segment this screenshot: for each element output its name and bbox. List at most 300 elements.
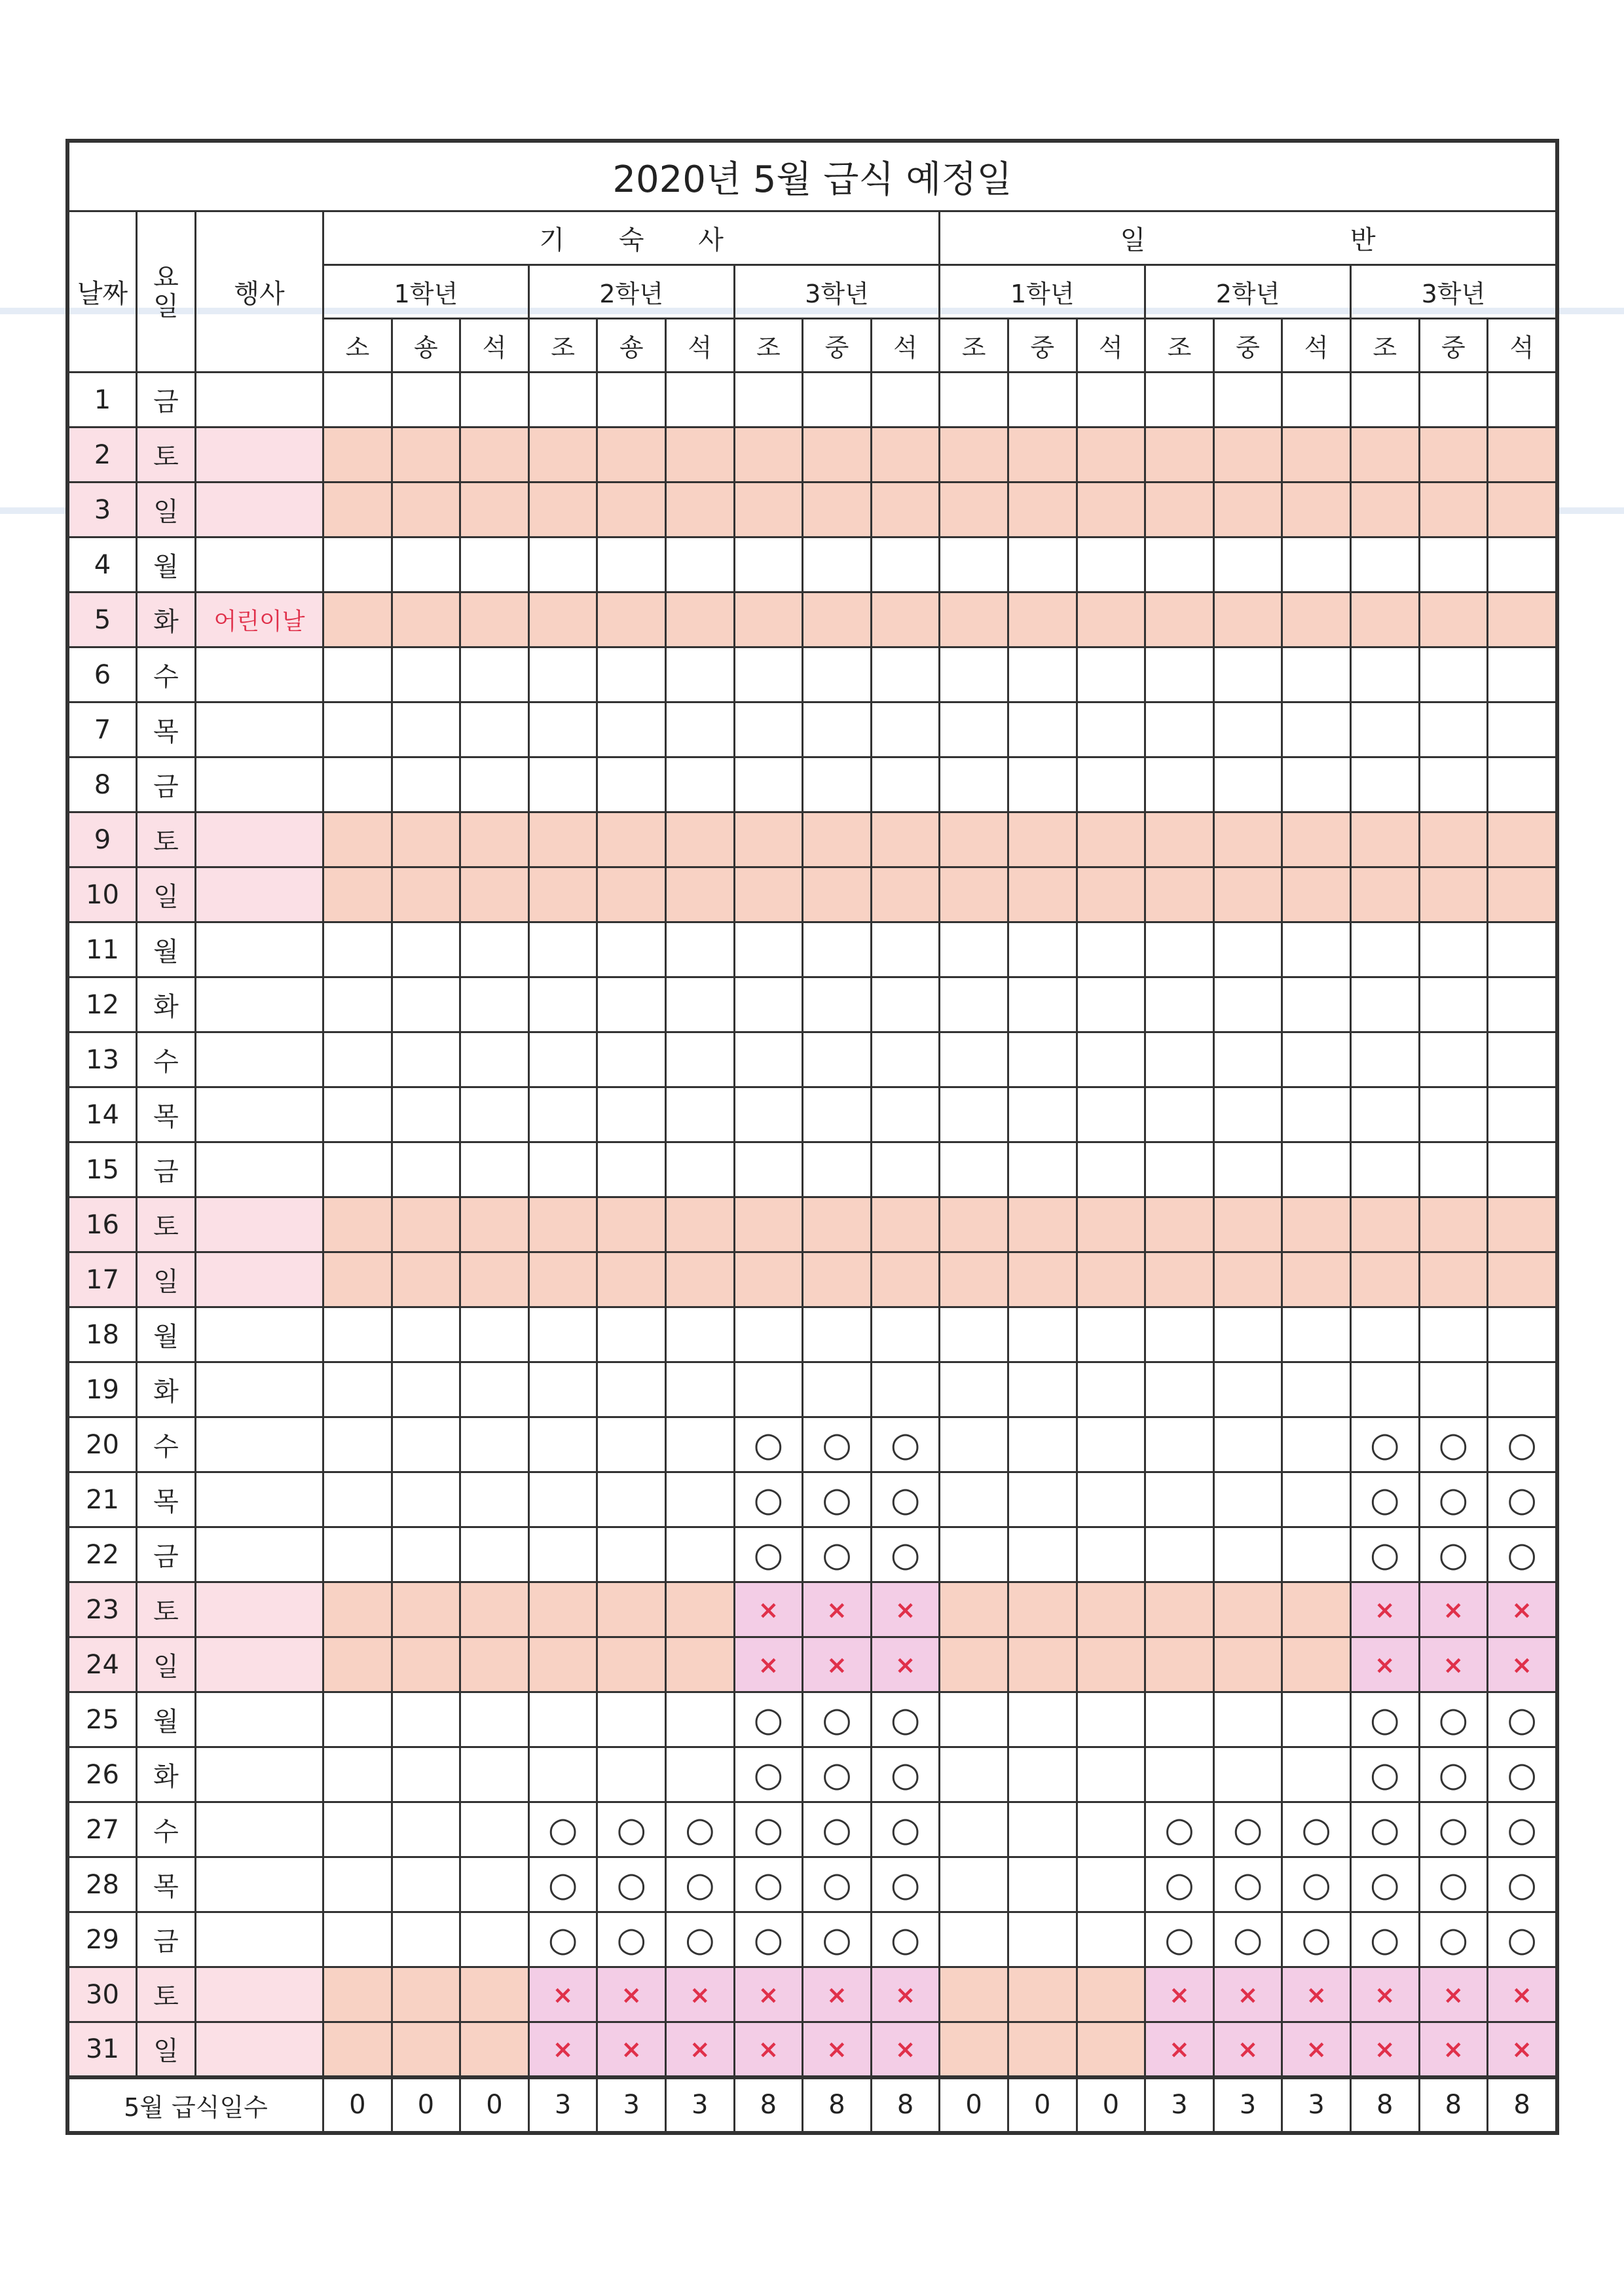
event-cell (196, 1747, 323, 1802)
total-value: 0 (1077, 2077, 1145, 2132)
meal-cell (1213, 373, 1282, 428)
meal-cell (1077, 977, 1145, 1032)
meal-cell (1488, 977, 1557, 1032)
meal-scheduled-mark: ○ (1370, 1920, 1400, 1959)
meal-cell (392, 1252, 460, 1307)
header-meal: 석 (1488, 319, 1557, 373)
meal-scheduled-mark: ○ (1370, 1755, 1400, 1795)
header-meal: 숑 (597, 319, 666, 373)
meal-none-mark: × (1374, 1980, 1395, 2009)
meal-cell (1350, 1362, 1419, 1417)
event-cell (196, 1912, 323, 1967)
header-meal: 소 (323, 319, 392, 373)
meal-cell (1350, 538, 1419, 592)
meal-cell (1488, 1637, 1557, 1692)
meal-cell (392, 373, 460, 428)
weekday-cell: 화 (137, 1747, 196, 1802)
meal-cell (323, 2022, 392, 2077)
meal-cell (1488, 2022, 1557, 2077)
meal-scheduled-mark: ○ (890, 1865, 921, 1904)
date-cell: 18 (69, 1307, 137, 1362)
total-value: 8 (803, 2077, 872, 2132)
meal-cell (803, 483, 872, 538)
event-cell (196, 867, 323, 922)
event-cell (196, 428, 323, 483)
meal-cell (1213, 2022, 1282, 2077)
event-cell (196, 922, 323, 977)
date-cell: 19 (69, 1362, 137, 1417)
meal-cell (1350, 1197, 1419, 1252)
meal-cell (597, 1857, 666, 1912)
meal-cell (1213, 1637, 1282, 1692)
meal-scheduled-mark: ○ (1507, 1480, 1537, 1520)
date-cell: 27 (69, 1802, 137, 1857)
meal-cell (665, 1912, 734, 1967)
header-grade: 1학년 (323, 265, 529, 319)
meal-cell (1282, 1912, 1351, 1967)
meal-cell (1077, 1142, 1145, 1197)
meal-cell (940, 2022, 1008, 2077)
weekday-cell: 수 (137, 647, 196, 702)
meal-cell (597, 1032, 666, 1087)
date-cell: 8 (69, 757, 137, 812)
meal-cell (1145, 1307, 1214, 1362)
meal-cell (597, 428, 666, 483)
meal-cell (734, 1472, 803, 1527)
meal-cell (1419, 1142, 1488, 1197)
meal-scheduled-mark: ○ (1370, 1700, 1400, 1740)
meal-cell (392, 1802, 460, 1857)
meal-cell (1213, 1527, 1282, 1582)
meal-cell (392, 1472, 460, 1527)
meal-cell (1213, 977, 1282, 1032)
event-cell (196, 1417, 323, 1472)
meal-cell (871, 1692, 940, 1747)
meal-cell (1419, 757, 1488, 812)
table-row (69, 1912, 1557, 1967)
table-row (69, 1197, 1557, 1252)
meal-cell (528, 1747, 597, 1802)
meal-cell (597, 1747, 666, 1802)
meal-cell (1077, 1637, 1145, 1692)
meal-cell (1419, 538, 1488, 592)
meal-cell (665, 1142, 734, 1197)
meal-cell (665, 1967, 734, 2022)
date-cell: 1 (69, 373, 137, 428)
meal-cell (1077, 1032, 1145, 1087)
meal-cell (392, 483, 460, 538)
meal-cell (1145, 1142, 1214, 1197)
meal-cell (1008, 1527, 1077, 1582)
meal-cell (1282, 1802, 1351, 1857)
meal-scheduled-mark: ○ (1370, 1535, 1400, 1575)
meal-cell (1350, 483, 1419, 538)
meal-none-mark: × (895, 1595, 916, 1624)
meal-cell (803, 1087, 872, 1142)
weekday-cell: 일 (137, 483, 196, 538)
header-group-dormitory: 기 숙 사 (323, 211, 940, 265)
meal-cell (1419, 1747, 1488, 1802)
meal-cell (323, 1252, 392, 1307)
meal-cell (665, 1527, 734, 1582)
table-row (69, 1692, 1557, 1747)
meal-cell (528, 1802, 597, 1857)
meal-cell (323, 1032, 392, 1087)
meal-cell (392, 2022, 460, 2077)
date-cell: 30 (69, 1967, 137, 2022)
meal-cell (1213, 538, 1282, 592)
meal-cell (1419, 1912, 1488, 1967)
meal-cell (1213, 867, 1282, 922)
meal-scheduled-mark: ○ (1438, 1755, 1468, 1795)
meal-none-mark: × (1306, 1980, 1327, 2009)
meal-cell (1145, 1967, 1214, 2022)
meal-cell (597, 647, 666, 702)
meal-cell (734, 1637, 803, 1692)
event-cell (196, 1307, 323, 1362)
meal-cell (734, 428, 803, 483)
weekday-cell: 월 (137, 1692, 196, 1747)
meal-scheduled-mark: ○ (822, 1865, 852, 1904)
meal-scheduled-mark: ○ (822, 1425, 852, 1465)
table-row (69, 1857, 1557, 1912)
weekday-cell: 월 (137, 1307, 196, 1362)
meal-cell (1213, 1032, 1282, 1087)
meal-cell (803, 922, 872, 977)
meal-cell (1008, 867, 1077, 922)
meal-cell (1488, 1527, 1557, 1582)
meal-cell (597, 867, 666, 922)
meal-scheduled-mark: ○ (1370, 1810, 1400, 1850)
meal-cell (392, 592, 460, 647)
date-cell: 16 (69, 1197, 137, 1252)
meal-cell (528, 592, 597, 647)
header-grade: 2학년 (528, 265, 734, 319)
meal-cell (1213, 1142, 1282, 1197)
total-value: 0 (940, 2077, 1008, 2132)
meal-cell (871, 1087, 940, 1142)
meal-cell (803, 1802, 872, 1857)
meal-cell (460, 1197, 529, 1252)
meal-cell (1077, 538, 1145, 592)
meal-scheduled-mark: ○ (1507, 1755, 1537, 1795)
table-row (69, 1527, 1557, 1582)
meal-scheduled-mark: ○ (1507, 1535, 1537, 1575)
meal-cell (1077, 592, 1145, 647)
meal-cell (528, 702, 597, 757)
meal-cell (323, 702, 392, 757)
meal-cell (665, 1087, 734, 1142)
header-meal: 석 (871, 319, 940, 373)
table-row (69, 1472, 1557, 1527)
meal-cell (1145, 1417, 1214, 1472)
meal-cell (1008, 1307, 1077, 1362)
meal-cell (1213, 483, 1282, 538)
meal-cell (1008, 1692, 1077, 1747)
meal-cell (1077, 1527, 1145, 1582)
meal-cell (528, 1197, 597, 1252)
meal-cell (1488, 812, 1557, 867)
meal-cell (323, 1857, 392, 1912)
meal-cell (392, 757, 460, 812)
header-meal: 중 (1008, 319, 1077, 373)
meal-cell (597, 1307, 666, 1362)
meal-cell (734, 812, 803, 867)
weekday-cell: 수 (137, 1417, 196, 1472)
meal-cell (323, 1417, 392, 1472)
meal-cell (940, 1087, 1008, 1142)
header-meal: 중 (1213, 319, 1282, 373)
table-row (69, 1252, 1557, 1307)
header-grade: 1학년 (940, 265, 1145, 319)
meal-cell (871, 428, 940, 483)
meal-cell (1488, 1417, 1557, 1472)
event-cell (196, 1857, 323, 1912)
header-meal: 조 (734, 319, 803, 373)
meal-cell (1282, 428, 1351, 483)
total-value: 8 (1419, 2077, 1488, 2132)
meal-none-mark: × (1237, 1980, 1259, 2009)
meal-scheduled-mark: ○ (1438, 1865, 1468, 1904)
weekday-cell: 목 (137, 1857, 196, 1912)
meal-cell (871, 922, 940, 977)
meal-cell (323, 757, 392, 812)
meal-cell (803, 757, 872, 812)
meal-cell (1282, 1087, 1351, 1142)
meal-cell (460, 867, 529, 922)
meal-cell (528, 1252, 597, 1307)
weekday-cell: 토 (137, 1197, 196, 1252)
meal-cell (1419, 1032, 1488, 1087)
header-grade: 3학년 (734, 265, 940, 319)
total-value: 0 (323, 2077, 392, 2132)
meal-cell (392, 1032, 460, 1087)
meal-cell (1213, 1197, 1282, 1252)
event-cell (196, 757, 323, 812)
meal-none-mark: × (1511, 1595, 1532, 1624)
event-cell (196, 1582, 323, 1637)
meal-cell (1282, 1197, 1351, 1252)
meal-cell (940, 647, 1008, 702)
total-value: 3 (1145, 2077, 1214, 2132)
meal-cell (1488, 1142, 1557, 1197)
meal-cell (1145, 1637, 1214, 1692)
meal-cell (1008, 757, 1077, 812)
meal-none-mark: × (1374, 1650, 1395, 1679)
meal-cell (1145, 483, 1214, 538)
meal-cell (392, 428, 460, 483)
meal-cell (1282, 483, 1351, 538)
date-cell: 4 (69, 538, 137, 592)
meal-cell (392, 812, 460, 867)
meal-cell (665, 1472, 734, 1527)
meal-cell (1488, 1087, 1557, 1142)
event-cell (196, 702, 323, 757)
meal-cell (1145, 1197, 1214, 1252)
meal-cell (1419, 1857, 1488, 1912)
meal-cell (1145, 1527, 1214, 1582)
meal-cell (323, 1527, 392, 1582)
meal-cell (1213, 812, 1282, 867)
table-row (69, 1582, 1557, 1637)
meal-cell (597, 1417, 666, 1472)
meal-cell (528, 2022, 597, 2077)
meal-cell (1145, 977, 1214, 1032)
meal-cell (940, 592, 1008, 647)
meal-scheduled-mark: ○ (547, 1810, 578, 1850)
meal-cell (1488, 757, 1557, 812)
meal-cell (597, 1472, 666, 1527)
meal-cell (734, 483, 803, 538)
meal-cell (392, 977, 460, 1032)
header-date: 날짜 (69, 211, 137, 373)
meal-cell (460, 2022, 529, 2077)
meal-cell (1213, 1252, 1282, 1307)
meal-cell (1282, 977, 1351, 1032)
meal-cell (460, 1472, 529, 1527)
meal-scheduled-mark: ○ (1164, 1920, 1194, 1959)
total-value: 8 (871, 2077, 940, 2132)
meal-cell (528, 428, 597, 483)
meal-cell (940, 1692, 1008, 1747)
meal-cell (460, 922, 529, 977)
meal-cell (1282, 1582, 1351, 1637)
meal-cell (734, 702, 803, 757)
meal-cell (940, 1307, 1008, 1362)
meal-scheduled-mark: ○ (822, 1700, 852, 1740)
date-cell: 17 (69, 1252, 137, 1307)
meal-scheduled-mark: ○ (685, 1920, 715, 1959)
meal-cell (1077, 922, 1145, 977)
meal-cell (1145, 1802, 1214, 1857)
meal-cell (392, 1967, 460, 2022)
event-cell (196, 647, 323, 702)
meal-scheduled-mark: ○ (753, 1810, 784, 1850)
meal-none-mark: × (826, 1595, 847, 1624)
meal-none-mark: × (1374, 1595, 1395, 1624)
meal-cell (460, 1527, 529, 1582)
meal-cell (1419, 1087, 1488, 1142)
meal-cell (460, 538, 529, 592)
meal-cell (1145, 1912, 1214, 1967)
meal-cell (940, 538, 1008, 592)
header-meal: 석 (1282, 319, 1351, 373)
meal-cell (803, 812, 872, 867)
meal-cell (734, 1087, 803, 1142)
meal-cell (940, 373, 1008, 428)
meal-cell (528, 1362, 597, 1417)
meal-cell (1282, 1472, 1351, 1527)
meal-cell (597, 1912, 666, 1967)
meal-cell (665, 1582, 734, 1637)
weekday-cell: 월 (137, 922, 196, 977)
table-row (69, 1967, 1557, 2022)
meal-cell (665, 1197, 734, 1252)
meal-cell (665, 812, 734, 867)
header-meal: 조 (940, 319, 1008, 373)
total-value: 0 (392, 2077, 460, 2132)
meal-none-mark: × (758, 2034, 779, 2064)
meal-cell (1145, 702, 1214, 757)
meal-cell (1213, 1967, 1282, 2022)
totals-label: 5월 급식일수 (69, 2077, 323, 2132)
header-group-general: 일 반 (940, 211, 1557, 265)
meal-cell (1282, 1252, 1351, 1307)
meal-cell (803, 1032, 872, 1087)
meal-cell (665, 428, 734, 483)
meal-cell (460, 1967, 529, 2022)
meal-cell (392, 647, 460, 702)
weekday-cell: 화 (137, 977, 196, 1032)
meal-cell (1008, 592, 1077, 647)
table-row (69, 702, 1557, 757)
meal-cell (392, 1692, 460, 1747)
meal-cell (734, 1692, 803, 1747)
meal-cell (460, 1857, 529, 1912)
event-cell (196, 1142, 323, 1197)
meal-cell (1488, 1692, 1557, 1747)
meal-cell (460, 1417, 529, 1472)
meal-cell (1488, 428, 1557, 483)
meal-cell (871, 1307, 940, 1362)
meal-scheduled-mark: ○ (1301, 1865, 1331, 1904)
meal-scheduled-mark: ○ (1438, 1700, 1468, 1740)
weekday-cell: 목 (137, 702, 196, 757)
meal-cell (665, 1802, 734, 1857)
meal-cell (1008, 1912, 1077, 1967)
date-cell: 11 (69, 922, 137, 977)
meal-cell (871, 373, 940, 428)
meal-cell (734, 592, 803, 647)
meal-cell (665, 483, 734, 538)
meal-cell (1350, 1857, 1419, 1912)
date-cell: 20 (69, 1417, 137, 1472)
meal-cell (1282, 757, 1351, 812)
meal-cell (871, 1747, 940, 1802)
meal-none-mark: × (621, 2034, 642, 2064)
meal-cell (528, 1087, 597, 1142)
meal-cell (1213, 1087, 1282, 1142)
meal-cell (528, 1307, 597, 1362)
date-cell: 25 (69, 1692, 137, 1747)
meal-scheduled-mark: ○ (1301, 1920, 1331, 1959)
meal-cell (871, 1857, 940, 1912)
meal-cell (460, 1252, 529, 1307)
table-row (69, 2022, 1557, 2077)
meal-cell (528, 1527, 597, 1582)
weekday-cell: 수 (137, 1802, 196, 1857)
meal-cell (1419, 977, 1488, 1032)
meal-cell (1213, 647, 1282, 702)
meal-cell (528, 538, 597, 592)
meal-cell (1008, 1967, 1077, 2022)
weekday-cell: 화 (137, 1362, 196, 1417)
meal-cell (392, 1527, 460, 1582)
date-cell: 9 (69, 812, 137, 867)
meal-cell (940, 1857, 1008, 1912)
meal-cell (734, 1582, 803, 1637)
meal-cell (803, 1637, 872, 1692)
meal-scheduled-mark: ○ (1507, 1700, 1537, 1740)
meal-cell (1282, 1032, 1351, 1087)
meal-cell (1077, 1252, 1145, 1307)
meal-cell (871, 1582, 940, 1637)
meal-cell (1488, 1967, 1557, 2022)
meal-cell (597, 1692, 666, 1747)
meal-cell (1145, 538, 1214, 592)
meal-cell (323, 1582, 392, 1637)
meal-cell (392, 922, 460, 977)
